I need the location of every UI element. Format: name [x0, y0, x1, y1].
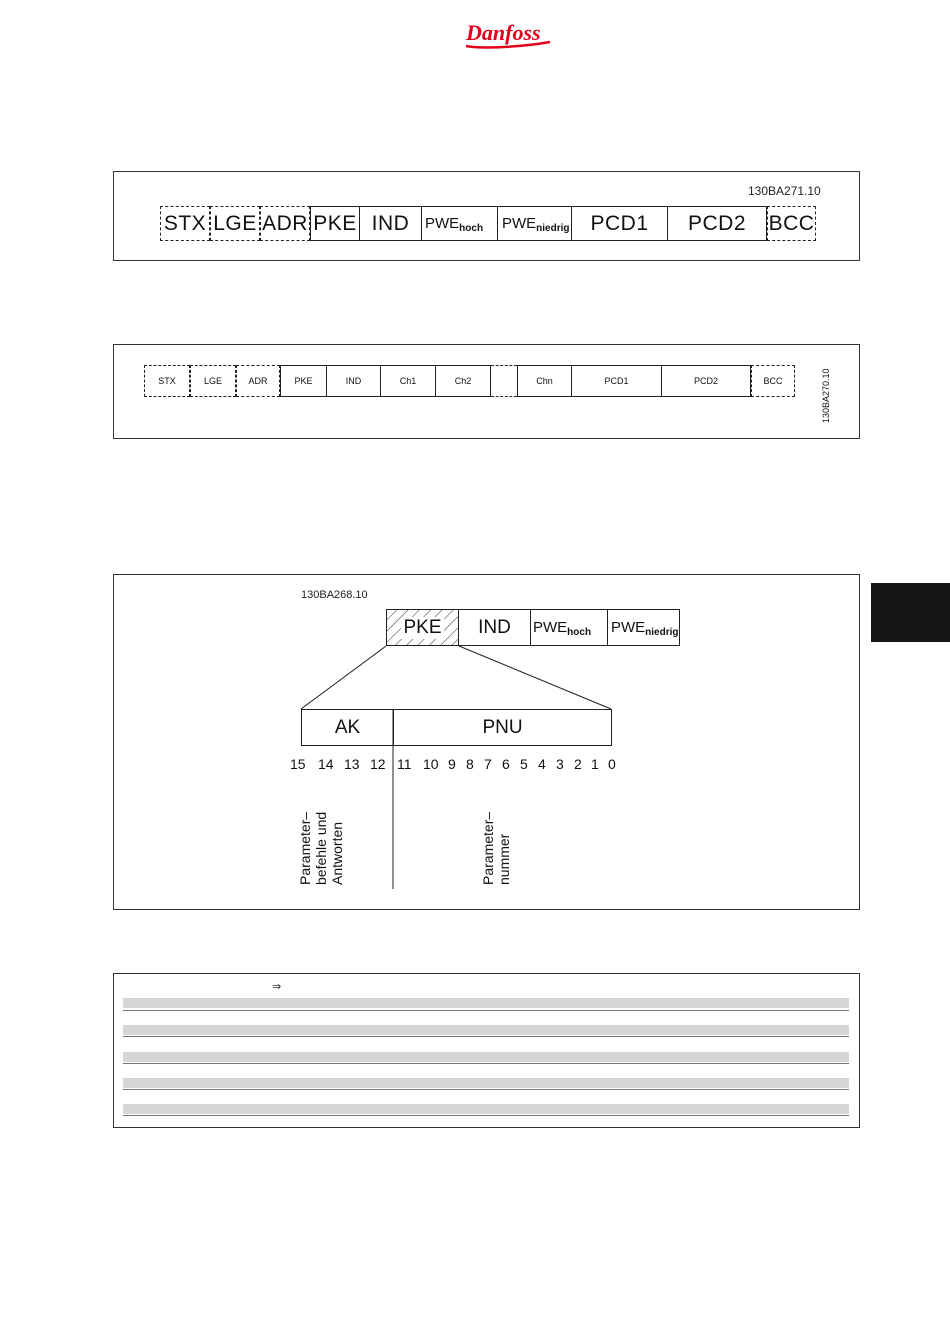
- bit-8: 8: [466, 756, 474, 772]
- bit-11: 11: [397, 756, 412, 772]
- cell-pcd2: PCD2: [661, 365, 751, 397]
- table-row: [123, 1025, 849, 1035]
- cell-bcc: BCC: [751, 365, 795, 397]
- cell-pcd1: PCD1: [571, 206, 668, 241]
- bit-12: 12: [370, 756, 386, 772]
- cell-pwe-niedrig: PWE niedrig: [607, 609, 680, 646]
- table-divider: [123, 1115, 849, 1116]
- cell-ind: IND: [359, 206, 422, 241]
- bit-5: 5: [520, 756, 528, 772]
- cell-lge: LGE: [210, 206, 260, 241]
- bit-14: 14: [318, 756, 334, 772]
- table-divider: [123, 1010, 849, 1011]
- label-ak-description: Parameter– befehle und Antworten: [297, 811, 345, 885]
- table-row: [123, 998, 849, 1008]
- cell-bcc: BCC: [767, 206, 816, 241]
- bit-2: 2: [574, 756, 582, 772]
- table-row: [123, 1104, 849, 1114]
- cell-pwe-niedrig: PWE niedrig: [497, 206, 572, 241]
- cell-lge: LGE: [190, 365, 236, 397]
- cell-chn: Chn: [517, 365, 572, 397]
- diagram-code-vertical: 130BA270.10: [821, 368, 831, 423]
- bit-7: 7: [484, 756, 492, 772]
- label-pnu-description: Parameter– nummer: [480, 811, 512, 885]
- ellipsis-gap-top: [491, 365, 517, 366]
- cell-ch2: Ch2: [435, 365, 491, 397]
- cell-pcd2: PCD2: [667, 206, 767, 241]
- cell-pke: PKE: [403, 616, 442, 638]
- cell-pwe-hoch: PWE hoch: [530, 609, 608, 646]
- cell-pcd1: PCD1: [571, 365, 662, 397]
- diagram-code: 130BA268.10: [301, 589, 368, 601]
- chapter-tab: [871, 583, 950, 642]
- cell-pwe-hoch: PWE hoch: [421, 206, 498, 241]
- bit-10: 10: [423, 756, 439, 772]
- cell-pnu: PNU: [393, 709, 612, 746]
- cell-pke: PKE: [310, 206, 360, 241]
- bit-13: 13: [344, 756, 360, 772]
- table-divider: [123, 1063, 849, 1064]
- cell-ind: IND: [326, 365, 381, 397]
- diagram-code: 130BA271.10: [748, 184, 821, 198]
- telegram-frame-text-block-diagram: [113, 344, 860, 439]
- table-row: [123, 1078, 849, 1088]
- cell-ch1: Ch1: [380, 365, 436, 397]
- bit-4: 4: [538, 756, 546, 772]
- pke-structure-diagram: [113, 574, 860, 910]
- bit-9: 9: [448, 756, 456, 772]
- cell-stx: STX: [160, 206, 210, 241]
- bit-3: 3: [556, 756, 564, 772]
- arrow-symbol: ⇒: [272, 981, 282, 993]
- cell-stx: STX: [144, 365, 190, 397]
- ellipsis-gap-bottom: [491, 396, 517, 397]
- cell-adr: ADR: [260, 206, 310, 241]
- bit-15: 15: [290, 756, 306, 772]
- table-row: [123, 1052, 849, 1062]
- danfoss-logo: [462, 16, 554, 50]
- table-divider: [123, 1089, 849, 1090]
- logo-text: Danfoss: [466, 20, 541, 45]
- cell-adr: ADR: [236, 365, 280, 397]
- bit-0: 0: [608, 756, 616, 772]
- table-divider: [123, 1036, 849, 1037]
- telegram-frame-diagram: [113, 171, 860, 261]
- cell-ind: IND: [458, 609, 531, 646]
- cell-ak: AK: [301, 709, 394, 746]
- cell-pke: PKE: [280, 365, 327, 397]
- bit-1: 1: [591, 756, 599, 772]
- bit-6: 6: [502, 756, 510, 772]
